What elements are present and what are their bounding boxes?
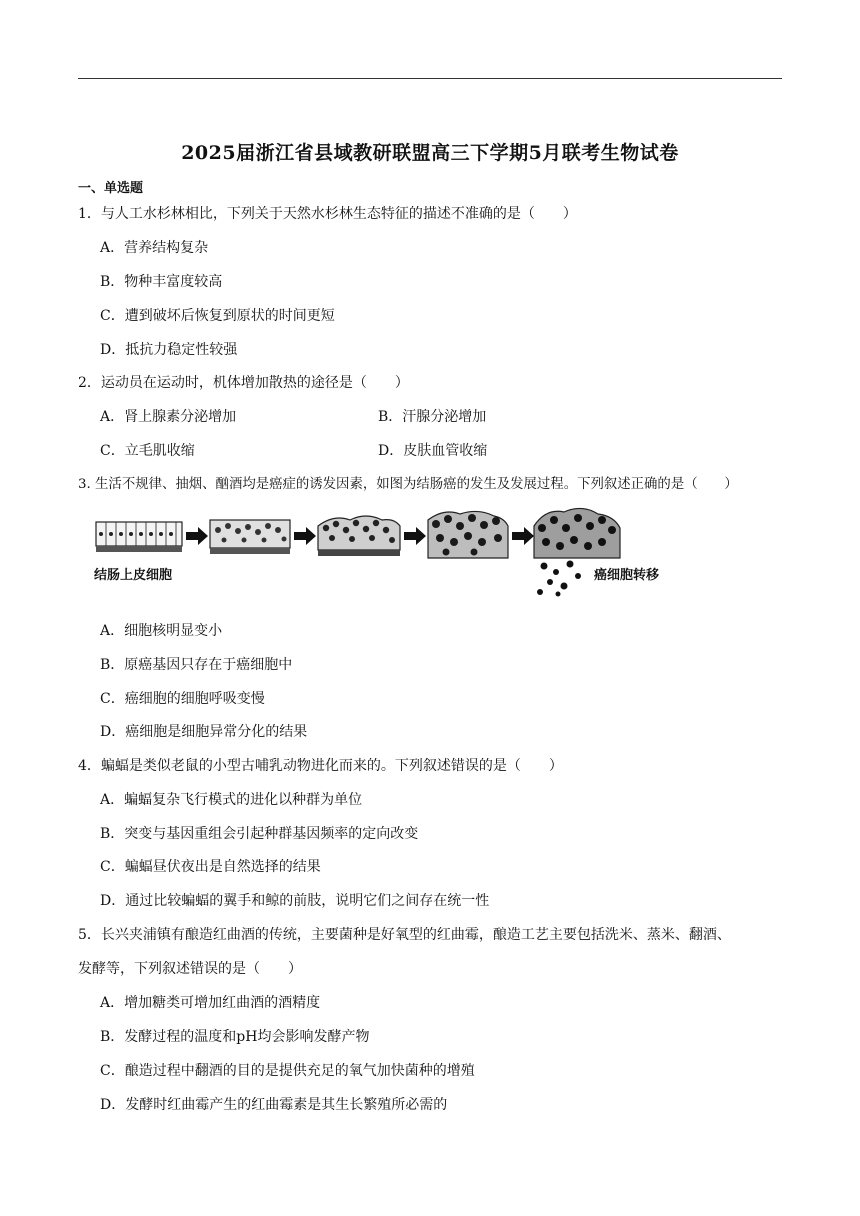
question-2-option-a: A．肾上腺素分泌增加 [100, 409, 237, 425]
arrow-icon [186, 527, 208, 545]
question-1-option-b: B．物种丰富度较高 [100, 274, 223, 290]
section-heading: 一、单选题 [78, 181, 144, 196]
metastasis-icon [534, 508, 620, 596]
colon-cancer-progression-figure [94, 506, 660, 598]
question-5-option-b: B．发酵过程的温度和pH均会影响发酵产物 [100, 1029, 370, 1045]
carcinoma-icon [428, 511, 508, 558]
question-3-option-a: A．细胞核明显变小 [100, 623, 223, 639]
question-5-option-a: A．增加糖类可增加红曲酒的酒精度 [100, 995, 321, 1011]
question-3-option-b: B．原癌基因只存在于癌细胞中 [100, 657, 293, 673]
question-1-option-d: D．抵抗力稳定性较强 [100, 342, 238, 358]
adenoma-icon [318, 516, 400, 556]
question-4-option-d: D．通过比较蝙蝠的翼手和鲸的前肢，说明它们之间存在统一性 [100, 893, 490, 909]
question-4-stem: 4．蝙蝠是类似老鼠的小型古哺乳动物进化而来的。下列叙述错误的是（ ） [78, 758, 563, 774]
page-title: 2025届浙江省县域教研联盟高三下学期5月联考生物试卷 [181, 142, 679, 164]
question-2-stem: 2．运动员在运动时，机体增加散热的途径是（ ） [78, 375, 409, 391]
arrow-icon [512, 527, 534, 545]
question-5-stem-line1: 5．长兴夹浦镇有酿造红曲酒的传统，主要菌种是好氧型的红曲霉，酿造工艺主要包括洗米、蒸米、翻酒、 [78, 927, 731, 943]
question-5-stem-line2: 发酵等，下列叙述错误的是（ ） [78, 961, 302, 977]
question-1-option-a: A．营养结构复杂 [100, 240, 209, 256]
question-5-option-d: D．发酵时红曲霉产生的红曲霉素是其生长繁殖所必需的 [100, 1097, 448, 1113]
arrow-icon [404, 527, 426, 545]
question-2-option-c: C．立毛肌收缩 [100, 443, 195, 459]
question-4-option-b: B．突变与基因重组会引起种群基因频率的定向改变 [100, 826, 419, 842]
question-1-option-c: C．遭到破坏后恢复到原状的时间更短 [100, 308, 335, 324]
question-2-option-d: D．皮肤血管收缩 [378, 443, 488, 459]
question-5-option-c: C．酿造过程中翻酒的目的是提供充足的氧气加快菌种的增殖 [100, 1063, 475, 1079]
question-2-option-b: B．汗腺分泌增加 [378, 409, 487, 425]
header-rule [78, 78, 782, 79]
question-4-option-c: C．蝙蝠昼伏夜出是自然选择的结果 [100, 859, 321, 875]
hyperplasia-icon [210, 520, 290, 554]
figure-label-left: 结肠上皮细胞 [94, 568, 173, 583]
normal-epithelium-icon [96, 522, 182, 552]
question-1-stem: 1．与人工水杉林相比，下列关于天然水杉林生态特征的描述不准确的是（ ） [78, 206, 577, 222]
question-3-option-d: D．癌细胞是细胞异常分化的结果 [100, 724, 308, 740]
question-3-option-c: C．癌细胞的细胞呼吸变慢 [100, 691, 265, 707]
question-3-stem: 3. 生活不规律、抽烟、酗酒均是癌症的诱发因素，如图为结肠癌的发生及发展过程。下列叙述正确的是（ ） [78, 477, 738, 492]
figure-label-right: 癌细胞转移 [594, 568, 660, 583]
arrow-icon [294, 527, 316, 545]
question-4-option-a: A．蝙蝠复杂飞行模式的进化以种群为单位 [100, 792, 363, 808]
